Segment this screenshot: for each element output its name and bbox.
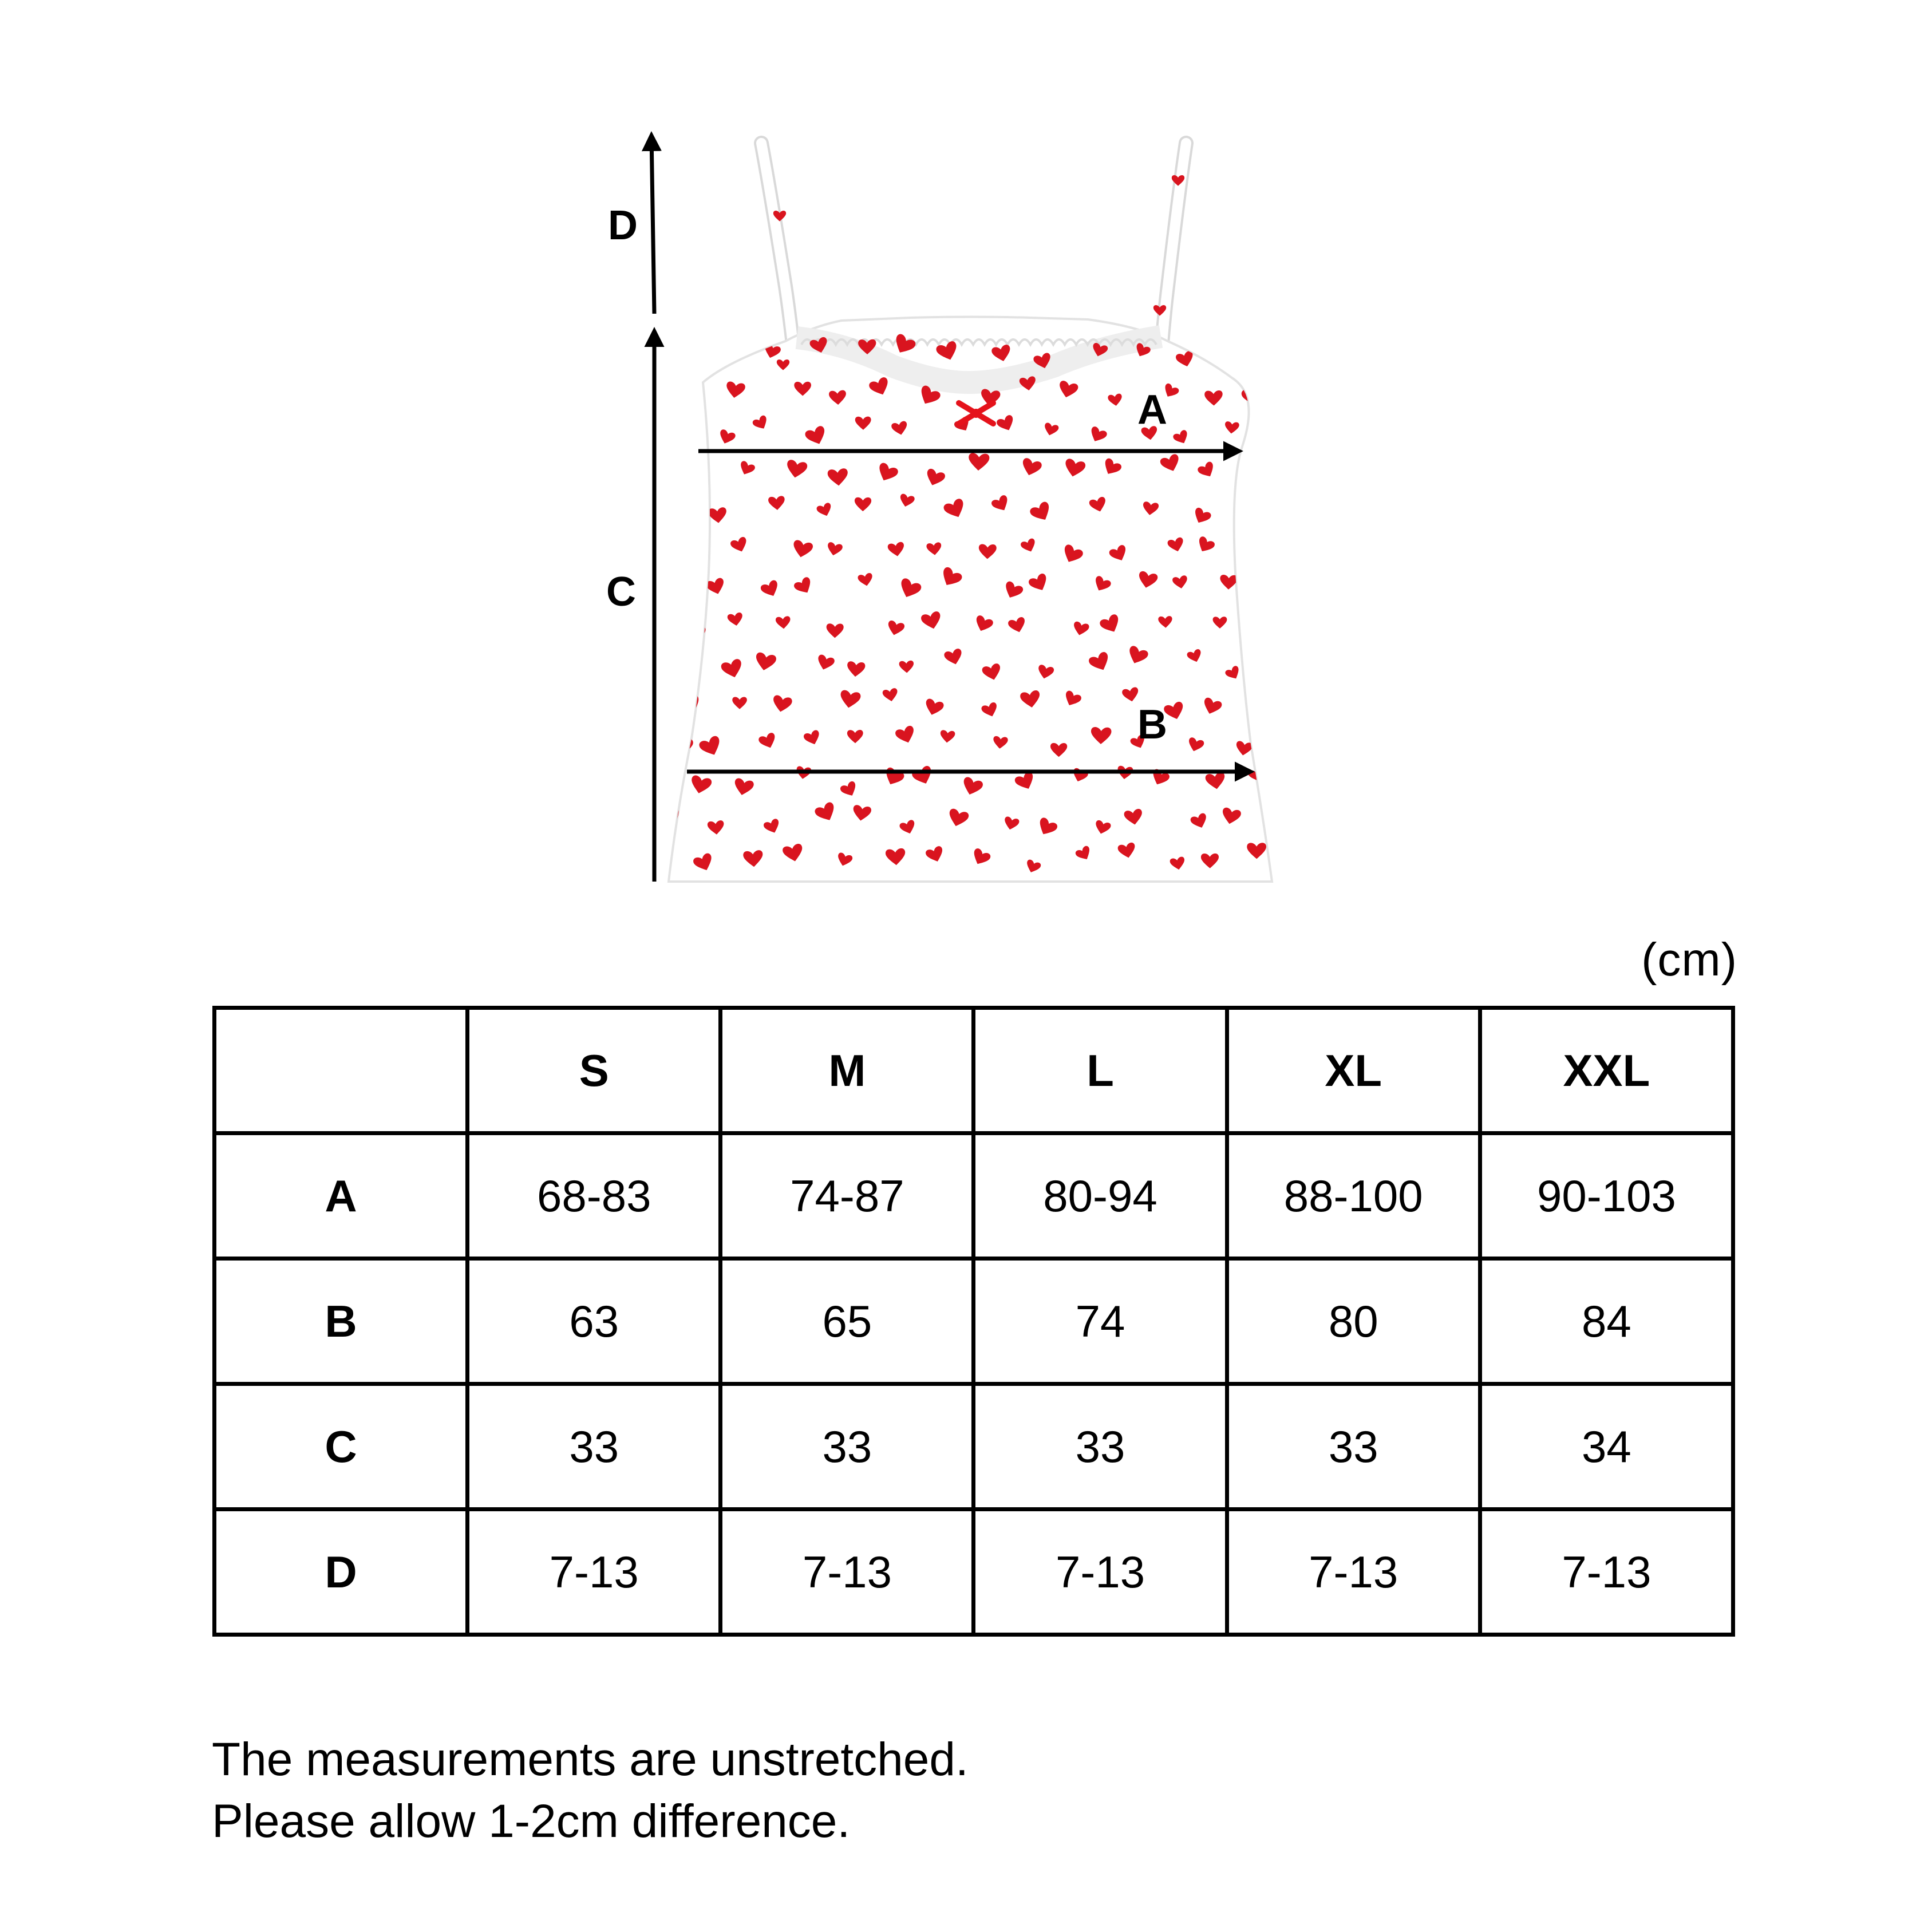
- table-row-d: [215, 1510, 1733, 1635]
- label-d: D: [608, 203, 638, 248]
- table-cell: 63: [468, 1259, 721, 1384]
- table-cell: 33: [1227, 1384, 1480, 1510]
- table-cell: 33: [721, 1384, 974, 1510]
- header-size-m: M: [721, 1008, 974, 1133]
- table-cell: 84: [1480, 1259, 1733, 1384]
- table-cell: 80-94: [974, 1133, 1227, 1259]
- header-size-s: S: [468, 1008, 721, 1133]
- table-cell: 7-13: [974, 1510, 1227, 1635]
- unit-label: (cm): [1641, 934, 1737, 986]
- table-cell: 65: [721, 1259, 974, 1384]
- note-line-1: The measurements are unstretched.: [212, 1733, 969, 1785]
- label-b: B: [1137, 702, 1167, 748]
- table-row-c: [215, 1384, 1733, 1510]
- table-cell: 68-83: [468, 1133, 721, 1259]
- table-cell: 33: [468, 1384, 721, 1510]
- header-corner: [215, 1008, 468, 1133]
- row-label: D: [215, 1510, 468, 1635]
- note-line-2: Please allow 1-2cm difference.: [212, 1795, 851, 1847]
- row-label: A: [215, 1133, 468, 1259]
- table-cell: 88-100: [1227, 1133, 1480, 1259]
- table-cell: 7-13: [468, 1510, 721, 1635]
- table-cell: 7-13: [1227, 1510, 1480, 1635]
- table-cell: 33: [974, 1384, 1227, 1510]
- table-cell: 74: [974, 1259, 1227, 1384]
- table-cell: 34: [1480, 1384, 1733, 1510]
- size-chart-table: [212, 1006, 1735, 1637]
- table-cell: 80: [1227, 1259, 1480, 1384]
- label-c: C: [606, 569, 636, 615]
- header-size-xl: XL: [1227, 1008, 1480, 1133]
- row-label: B: [215, 1259, 468, 1384]
- measurement-note: [212, 1729, 969, 1852]
- header-size-xxl: XXL: [1480, 1008, 1733, 1133]
- table-cell: 7-13: [721, 1510, 974, 1635]
- label-a: A: [1137, 387, 1167, 433]
- table-cell: 74-87: [721, 1133, 974, 1259]
- measurement-diagram: [0, 0, 1932, 893]
- table-cell: 90-103: [1480, 1133, 1733, 1259]
- size-header-row: [215, 1008, 1733, 1133]
- header-size-l: L: [974, 1008, 1227, 1133]
- measure-arrow-d: [651, 135, 654, 314]
- table-cell: 7-13: [1480, 1510, 1733, 1635]
- table-row-b: [215, 1259, 1733, 1384]
- table-row-a: [215, 1133, 1733, 1259]
- row-label: C: [215, 1384, 468, 1510]
